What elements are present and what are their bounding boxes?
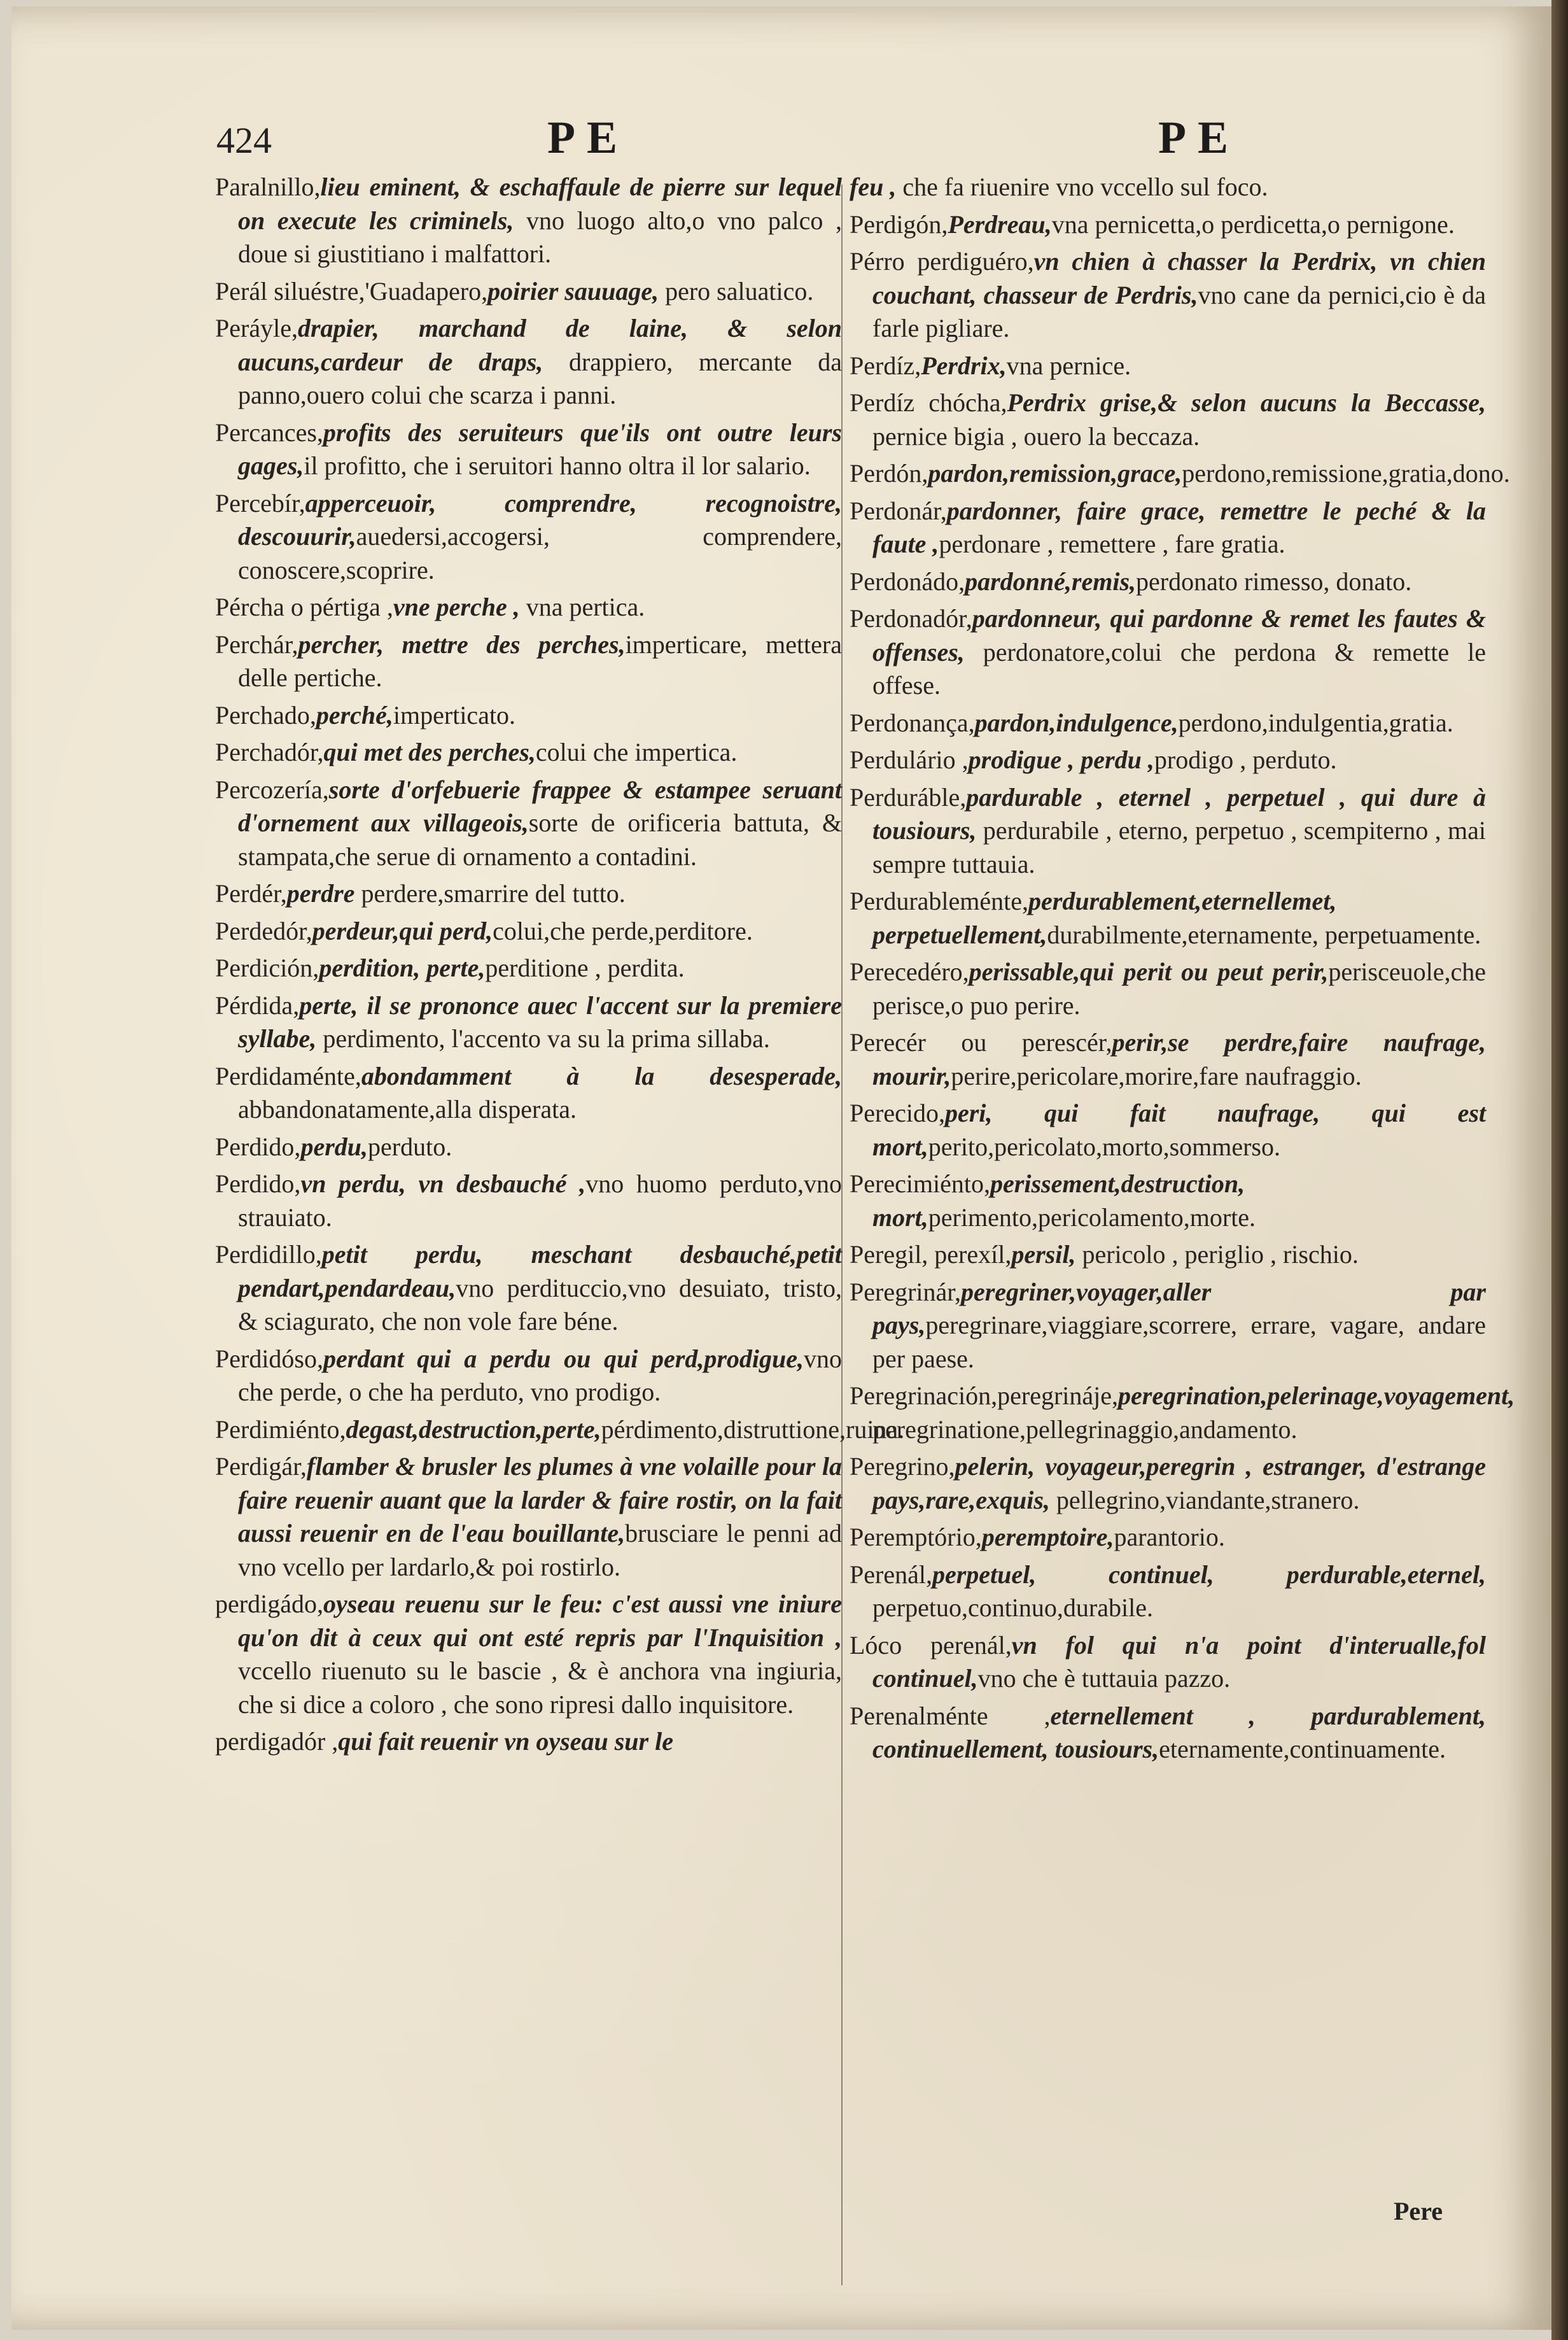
dictionary-entry (850, 349, 1486, 383)
dictionary-entry (850, 1558, 1486, 1625)
italian-gloss: vno huomo perduto,vno strauiato. (238, 1169, 842, 1232)
french-gloss: persil, (1011, 1240, 1076, 1269)
running-header (0, 111, 1568, 169)
dictionary-entry (850, 602, 1486, 703)
headword: perdigádo, (215, 1589, 323, 1618)
italian-gloss: perditione , perdita. (485, 954, 685, 982)
italian-gloss: perdere,smarrire del tutto. (354, 879, 626, 908)
headword: Perchadór, (215, 738, 324, 766)
headword: Perchado, (215, 700, 316, 729)
french-gloss: peregrination,pelerinage,voyagement, (1118, 1381, 1515, 1410)
french-gloss: qui fait reuenir vn oyseau sur le (338, 1727, 673, 1756)
french-gloss: abondamment à la desesperade, (361, 1061, 842, 1090)
italian-gloss: vno che perde, o che ha perduto, vno prodigo. (238, 1344, 842, 1406)
italian-gloss: auedersi,accogersi, comprendere, conoscere,scoprire. (238, 522, 842, 584)
dictionary-entry (215, 628, 842, 695)
dictionary-entry (850, 744, 1486, 777)
dictionary-entry (850, 171, 1486, 204)
catchword: Pere (1394, 2197, 1443, 2225)
italian-gloss: imperticato. (393, 700, 516, 729)
headword: Perecedéro, (850, 957, 969, 986)
italian-gloss: vccello riuenuto su le bascie , & è anchora vna ingiuria, che si dice a coloro , che sono ripresi dallo inquisitore. (238, 1656, 842, 1719)
dictionary-entry (215, 952, 842, 985)
dictionary-entry (215, 736, 842, 770)
headword: Perenalménte , (850, 1701, 1051, 1730)
headword: Perchár, (215, 630, 298, 659)
italian-gloss: durabilmente,eternamente, perpetuamente. (1047, 920, 1481, 949)
french-gloss: peri, qui fait naufrage, qui est mort, (872, 1099, 1486, 1161)
headword: Perdedór, (215, 916, 312, 945)
dictionary-entry (215, 591, 842, 624)
french-gloss: oyseau reuenu sur le feu: c'est aussi vne iniure qu'on dit à ceux qui ont esté repris par l'Inquisition , (238, 1589, 842, 1652)
french-gloss: feu , (850, 173, 897, 201)
italian-gloss: vno luogo alto,o vno palco , doue si giustitiano i malfattori. (238, 206, 842, 268)
french-gloss: prodigue , perdu , (968, 745, 1154, 774)
dictionary-entry (215, 312, 842, 412)
dictionary-entry (215, 171, 842, 271)
italian-gloss: vno cane da pernici,cio è da farle pigliare. (872, 280, 1486, 342)
italian-gloss: perdonare , remettere , fare gratia. (939, 530, 1285, 558)
headword: Perdición, (215, 954, 319, 982)
headword: Peremptório, (850, 1523, 982, 1551)
dictionary-entry (850, 245, 1486, 346)
french-gloss: eternellement , pardurablement, continuellement, tousiours, (872, 1701, 1486, 1763)
french-gloss: perdre (286, 879, 355, 908)
headword: perdigadór , (215, 1727, 339, 1756)
dictionary-entry (215, 1413, 905, 1447)
french-gloss: lieu eminent, & eschaffaule de pierre sur lequel on execute les criminels, (238, 173, 842, 235)
dictionary-entry (215, 773, 842, 874)
dictionary-entry (215, 275, 842, 309)
dictionary-entry (850, 955, 1486, 1022)
headword: Perdido, (215, 1132, 301, 1161)
italian-gloss: pero saluatico. (659, 276, 814, 306)
headword: Perenál, (850, 1560, 932, 1589)
headword: Pércha o pértiga , (215, 593, 393, 621)
italian-gloss: pellegrino,viandante,stranero. (1049, 1485, 1360, 1514)
headword: Perdér, (215, 879, 287, 908)
french-gloss: vn chien à chasser la Perdrix, vn chien couchant, chasseur de Perdris, (872, 247, 1486, 309)
french-gloss: pardon,indulgence, (974, 708, 1179, 737)
headword: Perdigón, (850, 209, 948, 239)
dictionary-entry (215, 915, 842, 948)
headword: Perdidaménte, (215, 1061, 361, 1090)
dictionary-entry (850, 1276, 1486, 1376)
headword: Perdonár, (850, 496, 947, 525)
italian-gloss: pernice bigia , ouero la beccaza. (872, 421, 1200, 451)
italian-gloss: colui,che perde,perditore. (493, 916, 753, 945)
dictionary-entry (215, 416, 842, 483)
french-gloss: perdu, (300, 1132, 368, 1161)
dictionary-entry (850, 457, 1510, 491)
italian-gloss: perdonato rimesso, donato. (1136, 567, 1412, 596)
italian-gloss: sorte de orificeria battuta, & stampata,che serue di ornamento a contadini. (238, 808, 842, 871)
italian-gloss: perito,pericolato,morto,sommerso. (928, 1132, 1280, 1161)
headword: Peregrino, (850, 1452, 955, 1481)
dictionary-entry (850, 565, 1486, 599)
italian-gloss: prodigo , perduto. (1154, 745, 1337, 774)
dictionary-entry (850, 707, 1486, 740)
french-gloss: peregriner,voyager,aller par pays, (872, 1277, 1486, 1339)
headword: Peráyle, (215, 314, 298, 342)
headword: Perdidillo, (215, 1240, 322, 1269)
headword: Perdimiénto, (215, 1414, 346, 1444)
french-gloss: Perdrix grise,& selon aucuns la Beccasse, (1007, 388, 1487, 417)
dictionary-entry (850, 1450, 1486, 1517)
italian-gloss: perimento,pericolamento,morte. (928, 1202, 1256, 1232)
dictionary-entry (215, 877, 842, 911)
french-gloss: pardonné,remis, (965, 567, 1137, 596)
headword: Perdido, (215, 1169, 301, 1198)
french-gloss: profits des seruiteurs que'ils ont outre leurs gages, (238, 418, 842, 480)
dictionary-entry (850, 386, 1486, 453)
dictionary-entry (850, 781, 1486, 882)
italian-gloss: vno perdituccio,vno desuiato, tristo, & sciagurato, che non vole fare béne. (238, 1273, 842, 1336)
french-gloss: Perdreau, (948, 209, 1052, 239)
headword: Perdurableménte, (850, 887, 1028, 915)
french-gloss: pardurable , eternel , perpetuel , qui dure à tousiours, (872, 782, 1486, 845)
headword: Percebír, (215, 488, 305, 518)
french-gloss: perpetuel, continuel, perdurable,eternel, (932, 1560, 1486, 1589)
french-gloss: perissable,qui perit ou peut perir, (969, 957, 1329, 986)
dictionary-entry (215, 1131, 842, 1164)
dictionary-entry (215, 1060, 842, 1127)
right-column-heading: PE (1158, 112, 1240, 163)
french-gloss: qui met des perches, (323, 738, 536, 766)
italian-gloss: abbandonatamente,alla disperata. (238, 1095, 577, 1124)
french-gloss: degast,destruction,perte, (346, 1414, 601, 1444)
french-gloss: poirier sauuage, (487, 276, 659, 306)
french-gloss: sorte d'orfebuerie frappee & estampee seruant d'ornement aux villageois, (238, 775, 842, 837)
italian-gloss: pérdimento,distruttione,ruina. (601, 1414, 905, 1444)
french-gloss: perte, il se prononce auec l'accent sur la premiere syllabe, (238, 990, 842, 1053)
italian-gloss: vna pernice. (1006, 351, 1131, 380)
italian-gloss: drappiero, mercante da panno,ouero colui che scarza i panni. (238, 347, 842, 409)
french-gloss: perdurablement,eternellemet, perpetuellement, (872, 887, 1337, 949)
italian-gloss: parantorio. (1114, 1523, 1225, 1551)
headword: Perdonádo, (850, 567, 965, 596)
italian-gloss: perire,pericolare,morire,fare naufraggio. (951, 1061, 1362, 1090)
french-gloss: Perdrix, (921, 351, 1007, 380)
headword: Perdón, (850, 459, 928, 488)
headword: Percances, (215, 418, 323, 447)
italian-gloss: perdono,remissione,gratia,dono. (1182, 459, 1510, 488)
french-gloss: vn perdu, vn desbauché , (300, 1169, 586, 1198)
headword: Peregrinación,peregrináje, (850, 1381, 1119, 1410)
italian-gloss: colui che impertica. (535, 738, 738, 766)
french-gloss: pardon,remission,grace, (928, 459, 1182, 488)
headword: Perdíz, (850, 351, 921, 380)
italian-gloss: perdonatore,colui che perdona & remette le offese. (872, 637, 1486, 700)
italian-gloss: perisceuole,che perisce,o puo perire. (872, 957, 1486, 1020)
headword: Perecido, (850, 1099, 945, 1127)
page-number: 424 (216, 120, 272, 161)
headword: Peregil, perexíl, (850, 1240, 1012, 1269)
dictionary-entry (215, 989, 842, 1056)
headword: Perdulário , (850, 745, 969, 774)
headword: Perduráble, (850, 782, 967, 812)
headword: Perál siluéstre,'Guadapero, (215, 276, 488, 306)
dictionary-entry (850, 885, 1486, 952)
italian-gloss: brusciare le penni ad vno vcello per lardarlo,& poi rostirlo. (238, 1519, 842, 1581)
headword: Perdonança, (850, 708, 975, 737)
page-binding-edge (1551, 0, 1568, 2340)
french-gloss: pelerin, voyageur,peregrin , estranger, d'estrange pays,rare,exquis, (872, 1452, 1486, 1514)
dictionary-entry (850, 1700, 1486, 1766)
dictionary-entry (850, 1629, 1486, 1696)
headword: Perdíz chócha, (850, 388, 1007, 417)
dictionary-entry (215, 1238, 842, 1339)
headword: Lóco perenál, (850, 1630, 1012, 1660)
dictionary-entry (850, 1026, 1486, 1093)
italian-gloss: che fa riuenire vno vccello sul foco. (896, 173, 1268, 201)
dictionary-entry (850, 208, 1486, 242)
italian-gloss: eternamente,continuamente. (1159, 1735, 1446, 1763)
italian-gloss: vna pertica. (519, 593, 645, 621)
dictionary-entry (850, 1097, 1486, 1164)
italian-gloss: il profitto, che i seruitori hanno oltra il lor salario. (304, 451, 811, 480)
headword: Pérdida, (215, 990, 300, 1020)
dictionary-entry (850, 1167, 1486, 1234)
headword: Perdidóso, (215, 1344, 323, 1373)
french-gloss: perché, (316, 700, 393, 729)
french-gloss: perir,se perdre,faire naufrage, mourir, (872, 1028, 1486, 1090)
french-gloss: peremptoire, (981, 1523, 1114, 1551)
headword: Perdigár, (215, 1452, 307, 1481)
italian-gloss: imperticare, mettera delle pertiche. (238, 630, 842, 692)
italian-gloss: perdurabile , eterno, perpetuo , scempiterno , mai sempre tuttauia. (872, 816, 1486, 878)
dictionary-entry (215, 1725, 842, 1759)
headword: Paralnillo, (215, 173, 321, 201)
dictionary-entry (215, 487, 842, 588)
headword: Pérro perdiguéro, (850, 247, 1034, 276)
italian-gloss: perpetuo,continuo,durabile. (872, 1593, 1153, 1622)
italian-gloss: vna pernicetta,o perdicetta,o pernigone. (1051, 209, 1455, 239)
headword: Perecimiénto, (850, 1169, 991, 1198)
italian-gloss: perdimento, l'accento va su la prima sillaba. (316, 1024, 770, 1053)
french-gloss: pardonner, faire grace, remettre le peché & la faute , (872, 496, 1486, 558)
left-column-heading: PE (547, 112, 629, 163)
french-gloss: percher, mettre des perches, (298, 630, 626, 659)
italian-gloss: perduto. (368, 1132, 452, 1161)
dictionary-entry (215, 699, 842, 733)
dictionary-entry (215, 1167, 842, 1234)
italian-gloss: perdono,indulgentia,gratia. (1178, 708, 1453, 737)
dictionary-entry (215, 1450, 842, 1584)
french-gloss: perissement,destruction, mort, (872, 1169, 1245, 1232)
right-column (850, 171, 1515, 1770)
dictionary-entry (850, 495, 1486, 561)
dictionary-entry (215, 1343, 842, 1409)
dictionary-entry (850, 1379, 1515, 1446)
french-gloss: apperceuoir, comprendre, recognoistre, descouurir, (238, 488, 842, 551)
french-gloss: drapier, marchand de laine, & selon aucuns,cardeur de draps, (238, 314, 842, 376)
headword: Perdonadór, (850, 604, 972, 633)
french-gloss: perdeur,qui perd, (312, 916, 493, 945)
french-gloss: flamber & brusler les plumes à vne volaille pour la faire reuenir auant que la larder & faire rostir, on la fait aussi reuenir en de l'eau bouillante, (238, 1452, 842, 1547)
french-gloss: vn fol qui n'a point d'interualle,fol continuel, (872, 1630, 1486, 1693)
italian-gloss: peregrinatione,pellegrinaggio,andamento. (872, 1414, 1298, 1444)
headword: Perecér ou perescér, (850, 1028, 1112, 1057)
headword: Peregrinár, (850, 1277, 961, 1306)
french-gloss: vne perche , (393, 593, 520, 621)
headword: Percozería, (215, 775, 329, 804)
french-gloss: pardonneur, qui pardonne & remet les fautes & offenses, (872, 604, 1486, 666)
dictionary-entry (215, 1588, 842, 1721)
italian-gloss: vno che è tuttauia pazzo. (977, 1664, 1231, 1693)
dictionary-entry (850, 1238, 1486, 1272)
italian-gloss: peregrinare,viaggiare,scorrere, errare, vagare, andare per paese. (872, 1311, 1486, 1373)
french-gloss: petit perdu, meschant desbauché,petit pendart,pendardeau, (238, 1240, 842, 1302)
french-gloss: perdition, perte, (319, 954, 486, 982)
italian-gloss: pericolo , periglio , rischio. (1075, 1240, 1359, 1269)
french-gloss: perdant qui a perdu ou qui perd,prodigue, (323, 1344, 804, 1373)
dictionary-entry (850, 1521, 1486, 1554)
